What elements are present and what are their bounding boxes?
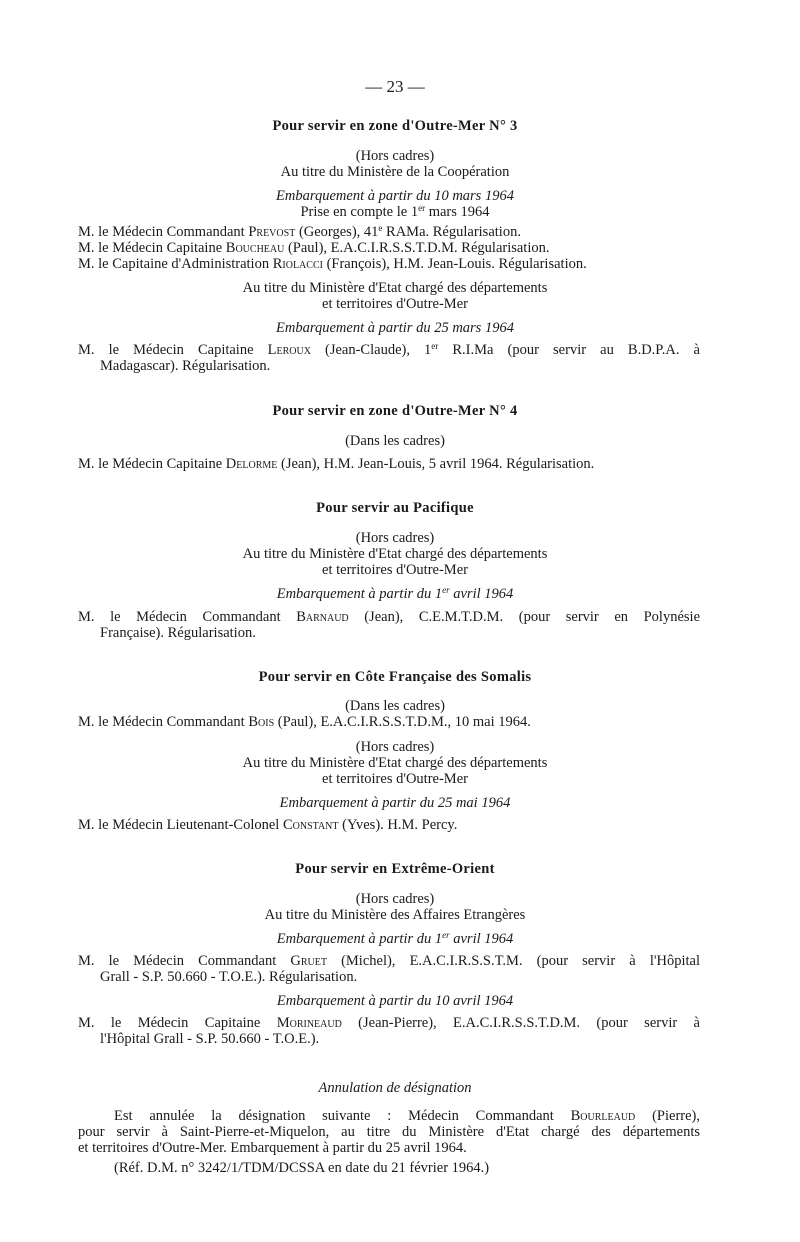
ministry-line: Au titre du Ministère de la Coopération [280, 164, 510, 180]
cadre-label: (Dans les cadres) [345, 698, 445, 714]
embarkation-date: Embarquement à partir du 1er avril 1964 [276, 930, 514, 947]
embarkation-date: Embarquement à partir du 1er avril 1964 [276, 585, 514, 602]
paragraph-line: et territoires d'Outre-Mer. Embarquement à partir du 25 avril 1964. [78, 1140, 467, 1156]
section-heading-annulation: Annulation de désignation [318, 1080, 472, 1096]
entry-line: M. le Médecin Capitaine Morineaud (Jean-Pierre), E.A.C.I.R.S.S.T.D.M. (pour servir à [78, 1015, 700, 1031]
embarkation-date: Embarquement à partir du 25 mai 1964 [279, 795, 511, 811]
embarkation-date: Embarquement à partir du 10 avril 1964 [276, 993, 514, 1009]
entry-line-continued: Française). Régularisation. [100, 625, 256, 641]
embarkation-date: Embarquement à partir du 10 mars 1964 [276, 188, 514, 204]
entry-line-continued: Grall - S.P. 50.660 - T.O.E.). Régularisation. [100, 969, 358, 985]
paragraph-line: Est annulée la désignation suivante : Médecin Commandant Bourleaud (Pierre), [114, 1108, 700, 1124]
ministry-line: Au titre du Ministère d'Etat chargé des départements [242, 546, 548, 562]
section-heading-outre-mer-4: Pour servir en zone d'Outre-Mer N° 4 [272, 403, 518, 419]
cadre-label: (Hors cadres) [355, 530, 435, 546]
ministry-line: et territoires d'Outre-Mer [322, 771, 468, 787]
entry-line: M. le Médecin Commandant Prevost (Georges), 41e RAMa. Régularisation. [78, 223, 521, 240]
paragraph-line: pour servir à Saint-Pierre-et-Miquelon, au titre du Ministère d'Etat chargé des départements [78, 1124, 700, 1140]
page-number: — 23 — [365, 77, 425, 96]
section-heading-pacifique: Pour servir au Pacifique [316, 500, 474, 516]
entry-line: M. le Médecin Commandant Barnaud (Jean), C.E.M.T.D.M. (pour servir en Polynésie [78, 609, 701, 625]
reference-line: (Réf. D.M. n° 3242/1/TDM/DCSSA en date du 21 février 1964.) [114, 1160, 490, 1176]
cadre-label: (Hors cadres) [355, 739, 435, 755]
prise-en-compte: Prise en compte le 1er mars 1964 [300, 203, 490, 220]
entry-line: M. le Médecin Commandant Bois (Paul), E.A.C.I.R.S.S.T.D.M., 10 mai 1964. [78, 714, 531, 730]
entry-line-continued: Madagascar). Régularisation. [100, 358, 271, 374]
embarkation-date: Embarquement à partir du 25 mars 1964 [276, 320, 514, 336]
entry-line: M. le Capitaine d'Administration Riolacci (François), H.M. Jean-Louis. Régularisation. [78, 256, 587, 272]
entry-line: M. le Médecin Capitaine Boucheau (Paul), E.A.C.I.R.S.S.T.D.M. Régularisation. [78, 240, 550, 256]
entry-line: M. le Médecin Capitaine Leroux (Jean-Claude), 1er R.I.Ma (pour servir au B.D.P.A. à [78, 341, 700, 358]
ministry-line: Au titre du Ministère d'Etat chargé des départements [242, 280, 548, 296]
ministry-line: Au titre du Ministère d'Etat chargé des départements [242, 755, 548, 771]
section-heading-extreme-orient: Pour servir en Extrême-Orient [295, 861, 495, 877]
section-heading-somalis: Pour servir en Côte Française des Somalis [258, 669, 532, 685]
entry-line: M. le Médecin Lieutenant-Colonel Constant (Yves). H.M. Percy. [78, 817, 458, 833]
entry-line: M. le Médecin Capitaine Delorme (Jean), H.M. Jean-Louis, 5 avril 1964. Régularisation. [78, 456, 595, 472]
ministry-line: Au titre du Ministère des Affaires Etrangères [264, 907, 526, 923]
ministry-line: et territoires d'Outre-Mer [322, 562, 468, 578]
section-heading-outre-mer-3: Pour servir en zone d'Outre-Mer N° 3 [272, 118, 518, 134]
entry-line: M. le Médecin Commandant Gruet (Michel), E.A.C.I.R.S.S.T.M. (pour servir à l'Hôpital [78, 953, 700, 969]
cadre-label: (Hors cadres) [355, 148, 435, 164]
cadre-label: (Hors cadres) [355, 891, 435, 907]
entry-line-continued: l'Hôpital Grall - S.P. 50.660 - T.O.E.). [100, 1031, 320, 1047]
cadre-label: (Dans les cadres) [345, 433, 445, 449]
ministry-line: et territoires d'Outre-Mer [322, 296, 468, 312]
